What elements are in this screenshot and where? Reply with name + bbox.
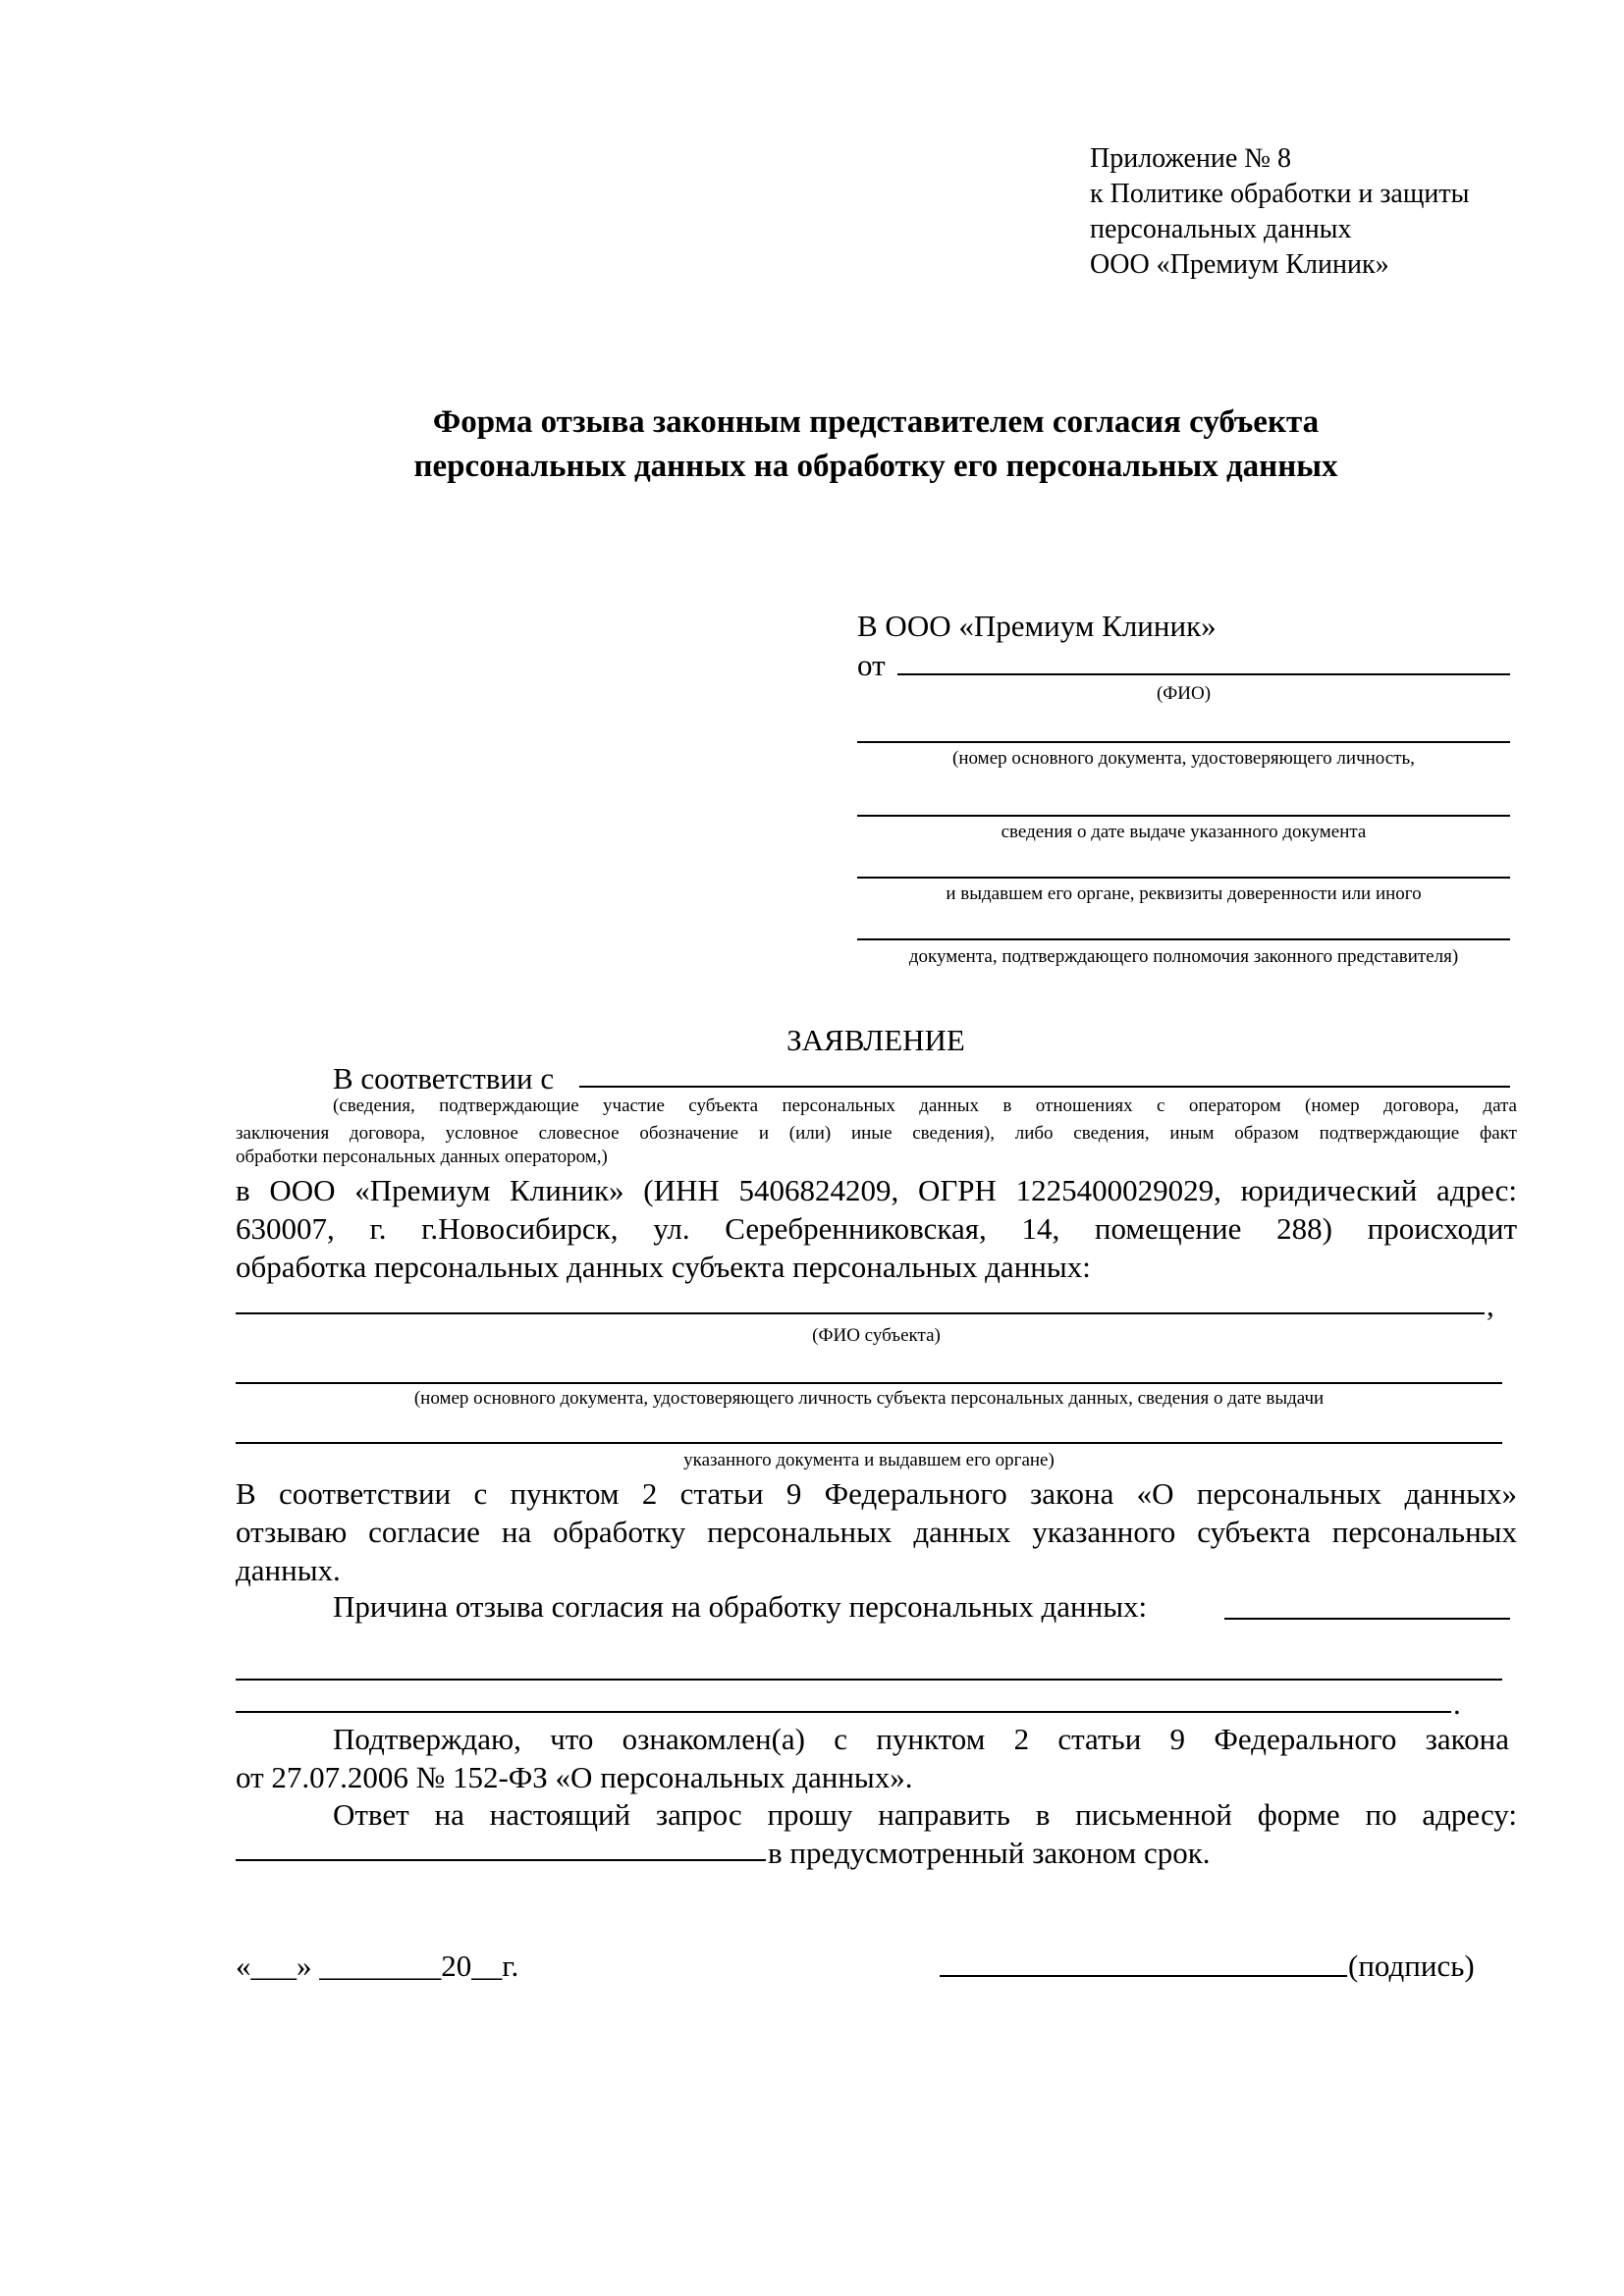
subject-fio-field-line[interactable]	[236, 1312, 1485, 1314]
reply-end-text: в предусмотренный законом срок.	[768, 1836, 1211, 1870]
signature-label: (подпись)	[1348, 1949, 1475, 1983]
according-label: В соответствии с	[333, 1061, 555, 1095]
field-caption: документа, подтверждающего полномочия законного представителя)	[908, 946, 1459, 967]
appendix-line: персональных данных	[1090, 214, 1352, 244]
document-field-line[interactable]	[857, 741, 1510, 743]
field-caption: (ФИО)	[1156, 683, 1212, 704]
revoke-text: В соответствии с пунктом 2 статьи 9 Федерального закона «О персональных данных»	[236, 1476, 1517, 1511]
fio-field-line[interactable]	[897, 673, 1510, 675]
operator-text: обработка персональных данных субъекта персональных данных:	[236, 1250, 1091, 1284]
revoke-text: отзываю согласие на обработку персональных данных указанного субъекта персональных	[236, 1515, 1517, 1549]
field-caption: (ФИО субъекта)	[812, 1325, 941, 1346]
subject-document-field-line[interactable]	[236, 1382, 1502, 1384]
reason-field-line[interactable]	[236, 1711, 1451, 1713]
confirm-text: от 27.07.2006 № 152-ФЗ «О персональных данных».	[236, 1760, 913, 1794]
addressee-from-label: от	[857, 648, 886, 682]
reply-address-field-line[interactable]	[236, 1859, 766, 1861]
period: .	[1453, 1686, 1461, 1721]
revoke-text: данных.	[236, 1553, 341, 1587]
basis-field-line[interactable]	[579, 1086, 1510, 1088]
field-caption: сведения о дате выдаче указанного документа	[1001, 822, 1367, 842]
issuer-field-line[interactable]	[857, 877, 1510, 879]
field-caption: обработки персональных данных оператором,)	[236, 1147, 608, 1167]
reason-field-line[interactable]	[1224, 1618, 1510, 1620]
reply-text: Ответ на настоящий запрос прошу направить в письменной форме по адресу:	[333, 1797, 1517, 1832]
appendix-line: ООО «Премиум Клиник»	[1090, 249, 1389, 280]
authority-field-line[interactable]	[857, 938, 1510, 940]
document-title: персональных данных на обработку его персональных данных	[413, 449, 1338, 484]
reason-field-line[interactable]	[236, 1679, 1502, 1681]
issue-date-field-line[interactable]	[857, 815, 1510, 817]
appendix-line: к Политике обработки и защиты	[1090, 179, 1470, 209]
comma: ,	[1487, 1288, 1494, 1322]
field-caption: (номер основного документа, удостоверяющего личность субъекта персональных данных, сведения о дате выдачи	[413, 1388, 1325, 1409]
operator-text: в ООО «Премиум Клиник» (ИНН 5406824209, ОГРН 1225400029029, юридический адрес:	[236, 1173, 1517, 1207]
addressee-to: В ООО «Премиум Клиник»	[857, 609, 1217, 643]
operator-text: 630007, г. г.Новосибирск, ул. Серебренниковская, 14, помещение 288) происходит	[236, 1211, 1517, 1246]
field-caption: (сведения, подтверждающие участие субъекта персональных данных в отношениях с оператором (номер договора, дата	[333, 1095, 1517, 1116]
statement-heading: ЗАЯВЛЕНИЕ	[786, 1023, 965, 1057]
date-field[interactable]: «___» ________20__г.	[236, 1949, 519, 1983]
signature-field-line[interactable]	[940, 1975, 1347, 1977]
subject-issuer-field-line[interactable]	[236, 1442, 1502, 1444]
reason-label: Причина отзыва согласия на обработку персональных данных:	[333, 1589, 1148, 1624]
appendix-line: Приложение № 8	[1090, 143, 1291, 174]
field-caption: и выдавшем его органе, реквизиты доверенности или иного	[946, 883, 1422, 904]
field-caption: заключения договора, условное словесное обозначение и (или) иные сведения), либо сведения, иным образом подтверждающие факт	[236, 1123, 1517, 1144]
confirm-text: Подтверждаю, что ознакомлен(а) с пунктом 2 статьи 9 Федерального закона	[333, 1722, 1509, 1756]
field-caption: указанного документа и выдавшем его органе)	[683, 1450, 1055, 1470]
document-title: Форма отзыва законным представителем согласия субъекта	[432, 404, 1320, 440]
field-caption: (номер основного документа, удостоверяющего личность,	[952, 748, 1415, 769]
